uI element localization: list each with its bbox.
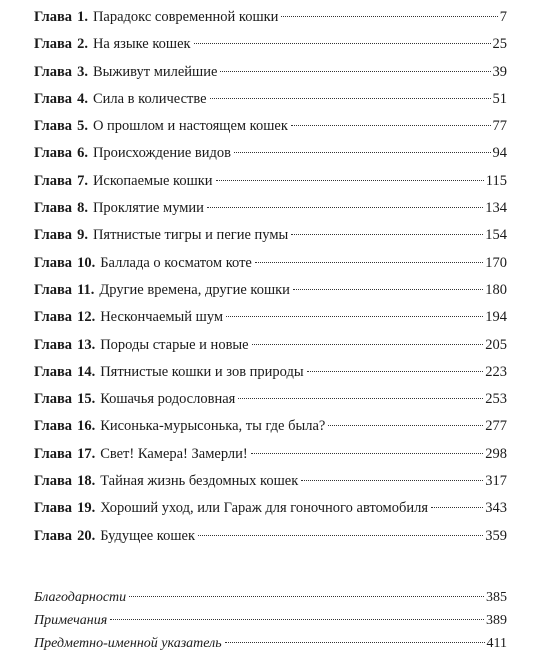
dot-leader xyxy=(431,507,483,508)
toc-entry-chapter-5[interactable] xyxy=(34,113,507,140)
dot-leader xyxy=(216,180,484,181)
chapter-number: 16. xyxy=(77,418,96,435)
chapter-title: Баллада о косматом коте xyxy=(100,254,252,271)
dot-leader xyxy=(220,71,490,72)
chapter-label: Глава xyxy=(34,254,73,271)
extra-title: Примечания xyxy=(34,612,108,628)
chapter-number: 1. xyxy=(77,9,88,25)
dot-leader xyxy=(129,596,484,597)
toc-entry-chapter-16[interactable] xyxy=(34,413,507,440)
toc-entry-chapter-10[interactable] xyxy=(34,250,507,277)
table-of-contents xyxy=(34,4,507,655)
chapter-number: 13. xyxy=(77,336,96,353)
chapter-title: Проклятие мумии xyxy=(92,200,204,217)
chapter-number: 2. xyxy=(77,36,88,53)
page-number: 7 xyxy=(499,9,507,25)
page-number: 154 xyxy=(485,227,507,244)
chapter-title: Свет! Камера! Замерли! xyxy=(100,445,248,462)
chapter-title: Тайная жизнь бездомных кошек xyxy=(100,473,299,490)
chapter-title: Парадокс современной кошки xyxy=(92,9,279,25)
chapter-number: 19. xyxy=(77,500,96,517)
dot-leader xyxy=(293,289,483,290)
chapter-number: 5. xyxy=(77,118,88,135)
page-number: 298 xyxy=(485,445,507,462)
page-number: 77 xyxy=(492,118,507,135)
page-number: 411 xyxy=(486,635,507,651)
toc-entry-chapter-4[interactable] xyxy=(34,86,507,113)
page-number: 180 xyxy=(485,281,507,298)
chapter-number: 11. xyxy=(77,281,95,298)
dot-leader xyxy=(328,425,483,426)
chapter-number: 10. xyxy=(77,254,96,271)
chapter-label: Глава xyxy=(34,172,73,189)
toc-entry-chapter-11[interactable] xyxy=(34,277,507,304)
chapter-title: Кошачья родословная xyxy=(100,391,236,408)
chapter-title: Сила в количестве xyxy=(92,90,207,107)
toc-entry-chapter-19[interactable] xyxy=(34,495,507,522)
page-number: 317 xyxy=(485,473,507,490)
dot-leader xyxy=(234,152,491,153)
toc-entry-extra-1[interactable] xyxy=(34,586,507,609)
toc-entry-chapter-7[interactable] xyxy=(34,168,507,195)
chapter-title: Происхождение видов xyxy=(92,145,231,162)
chapter-number: 17. xyxy=(77,445,96,462)
extra-title: Предметно-именной указатель xyxy=(34,635,222,651)
chapter-label: Глава xyxy=(34,200,73,217)
toc-entry-chapter-1[interactable] xyxy=(34,4,507,31)
chapter-number: 12. xyxy=(77,309,96,326)
chapter-label: Глава xyxy=(34,227,73,244)
dot-leader xyxy=(307,371,484,372)
chapter-label: Глава xyxy=(34,500,73,517)
chapter-number: 3. xyxy=(77,63,88,80)
chapter-label: Глава xyxy=(34,63,73,80)
dot-leader xyxy=(226,316,483,317)
chapter-title: Пятнистые кошки и зов природы xyxy=(100,363,304,380)
chapter-label: Глава xyxy=(34,9,73,25)
toc-entry-chapter-15[interactable] xyxy=(34,386,507,413)
chapter-title: Ископаемые кошки xyxy=(92,172,213,189)
toc-entry-chapter-9[interactable] xyxy=(34,222,507,249)
page-number: 51 xyxy=(492,90,507,107)
chapter-number: 9. xyxy=(77,227,88,244)
dot-leader xyxy=(291,125,491,126)
chapter-title: Другие времена, другие кошки xyxy=(99,281,290,298)
chapter-number: 6. xyxy=(77,145,88,162)
page-number: 385 xyxy=(486,589,507,605)
page-number: 223 xyxy=(485,363,507,380)
chapter-title: О прошлом и настоящем кошек xyxy=(92,118,288,135)
chapter-label: Глава xyxy=(34,309,73,326)
chapter-label: Глава xyxy=(34,473,73,490)
chapter-label: Глава xyxy=(34,418,73,435)
chapter-number: 20. xyxy=(77,527,96,544)
page-number: 205 xyxy=(485,336,507,353)
chapter-label: Глава xyxy=(34,36,73,53)
page-number: 39 xyxy=(492,63,507,80)
toc-entry-chapter-20[interactable] xyxy=(34,523,507,550)
toc-entry-chapter-13[interactable] xyxy=(34,332,507,359)
chapter-number: 18. xyxy=(77,473,96,490)
dot-leader xyxy=(210,98,491,99)
chapter-number: 15. xyxy=(77,391,96,408)
toc-entry-chapter-6[interactable] xyxy=(34,140,507,167)
chapter-number: 14. xyxy=(77,363,96,380)
page-number: 343 xyxy=(485,500,507,517)
chapter-label: Глава xyxy=(34,281,73,298)
page-number: 134 xyxy=(485,200,507,217)
toc-entry-chapter-17[interactable] xyxy=(34,441,507,468)
page-number: 94 xyxy=(492,145,507,162)
page-number: 389 xyxy=(486,612,507,628)
toc-entry-chapter-12[interactable] xyxy=(34,304,507,331)
toc-entry-extra-2[interactable] xyxy=(34,609,507,632)
dot-leader xyxy=(255,262,483,263)
extra-title: Благодарности xyxy=(34,589,127,605)
chapter-title: На языке кошек xyxy=(92,36,191,53)
toc-entry-chapter-2[interactable] xyxy=(34,31,507,58)
toc-entry-chapter-3[interactable] xyxy=(34,59,507,86)
dot-leader xyxy=(252,344,484,345)
chapter-title: Кисонька-мурысонька, ты где была? xyxy=(100,418,326,435)
dot-leader xyxy=(194,43,491,44)
chapter-title: Нескончаемый шум xyxy=(100,309,224,326)
chapter-label: Глава xyxy=(34,363,73,380)
chapter-label: Глава xyxy=(34,445,73,462)
chapter-label: Глава xyxy=(34,336,73,353)
chapter-title: Пятнистые тигры и пегие пумы xyxy=(92,227,289,244)
page-number: 194 xyxy=(485,309,507,326)
chapter-label: Глава xyxy=(34,90,73,107)
section-spacer xyxy=(34,550,507,586)
dot-leader xyxy=(198,535,483,536)
dot-leader xyxy=(110,619,484,620)
chapter-title: Выживут милейшие xyxy=(92,63,218,80)
dot-leader xyxy=(281,16,497,17)
chapter-label: Глава xyxy=(34,391,73,408)
chapter-label: Глава xyxy=(34,118,73,135)
chapter-title: Породы старые и новые xyxy=(100,336,249,353)
chapter-label: Глава xyxy=(34,527,73,544)
dot-leader xyxy=(251,453,484,454)
chapter-label: Глава xyxy=(34,145,73,162)
page-number: 170 xyxy=(485,254,507,271)
toc-entry-chapter-18[interactable] xyxy=(34,468,507,495)
page-number: 253 xyxy=(485,391,507,408)
dot-leader xyxy=(238,398,483,399)
chapter-title: Будущее кошек xyxy=(100,527,195,544)
dot-leader xyxy=(225,642,485,643)
dot-leader xyxy=(301,480,483,481)
chapter-title: Хороший уход, или Гараж для гоночного автомобиля xyxy=(100,500,429,517)
dot-leader xyxy=(291,234,483,235)
toc-entry-extra-3[interactable] xyxy=(34,632,507,655)
chapter-number: 7. xyxy=(77,172,88,189)
back-matter-list xyxy=(34,586,507,655)
chapter-number: 4. xyxy=(77,90,88,107)
toc-entry-chapter-14[interactable] xyxy=(34,359,507,386)
page-number: 359 xyxy=(485,527,507,544)
page-number: 115 xyxy=(485,172,507,189)
chapter-list xyxy=(34,4,507,550)
chapter-number: 8. xyxy=(77,200,88,217)
page-number: 277 xyxy=(485,418,507,435)
toc-entry-chapter-8[interactable] xyxy=(34,195,507,222)
dot-leader xyxy=(207,207,483,208)
page-number: 25 xyxy=(492,36,507,53)
